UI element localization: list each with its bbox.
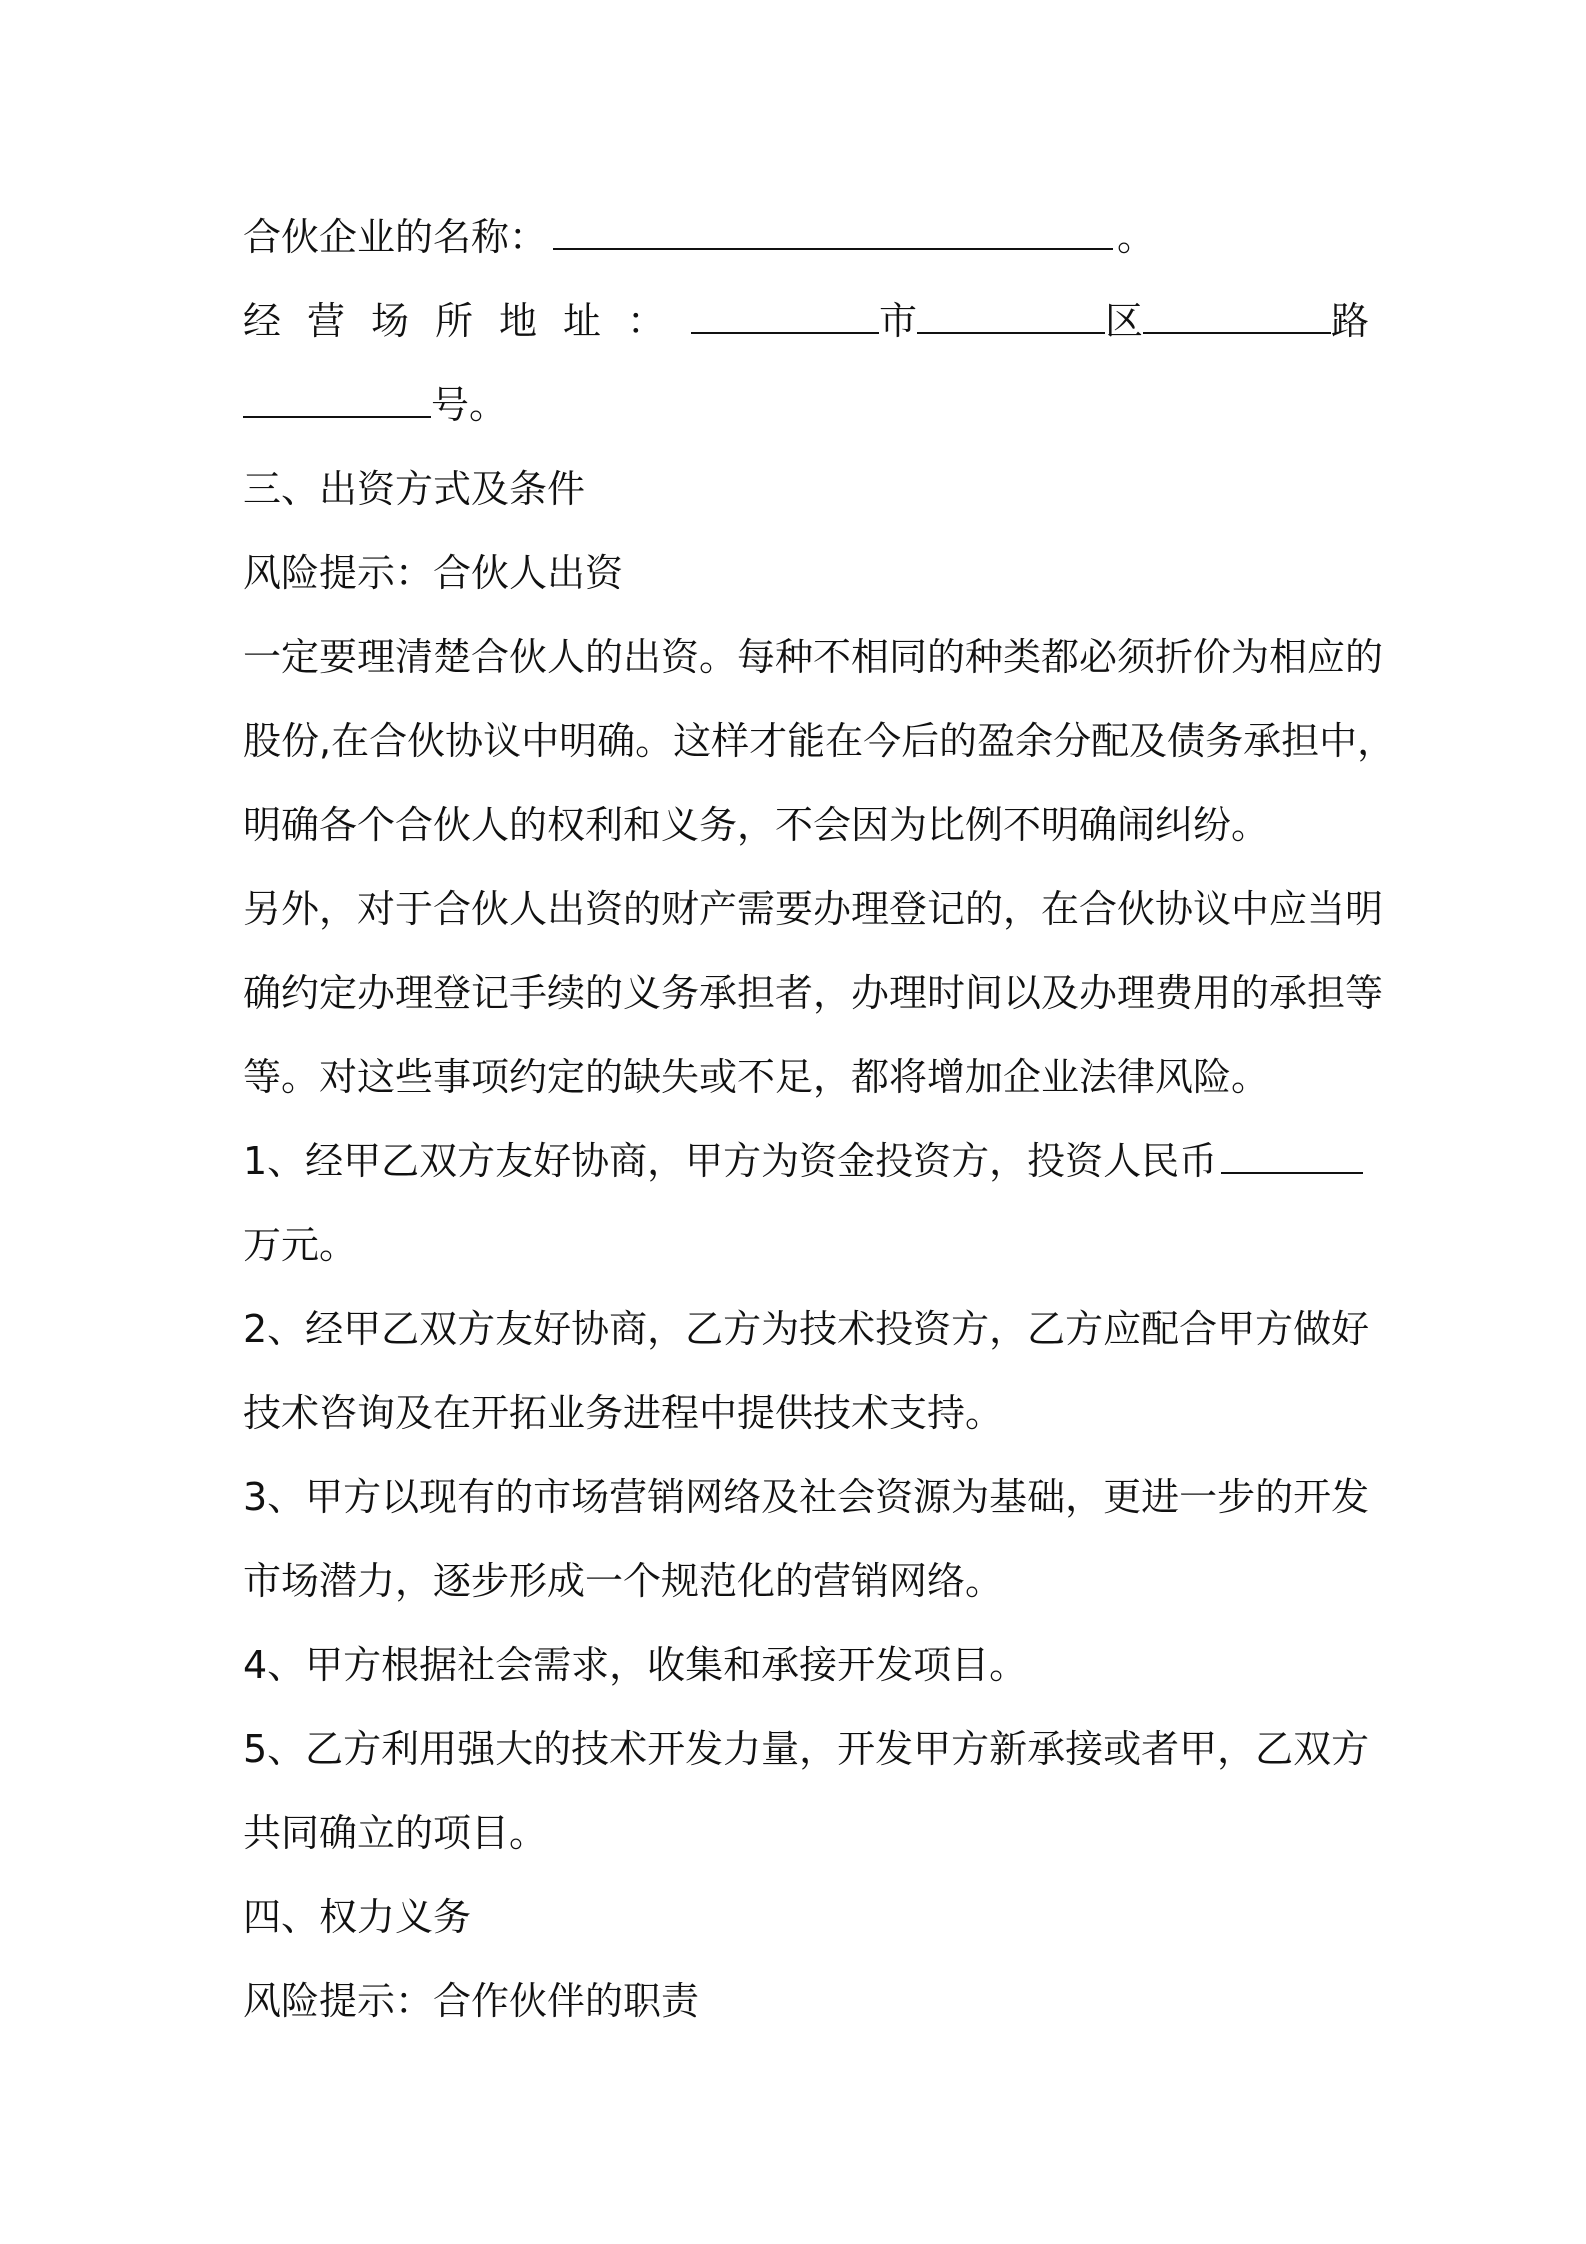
company-name-suffix: 。 xyxy=(1117,215,1156,259)
company-name-label: 合伙企业的名称： xyxy=(243,215,548,259)
item-5-line: 5、乙方利用强大的技术开发力量，开发甲方新承接或者甲，乙双方 xyxy=(243,1727,1370,1771)
paragraph-2-line: 等。对这些事项约定的缺失或不足，都将增加企业法律风险。 xyxy=(243,1055,1270,1099)
item-4-line: 4、甲方根据社会需求，收集和承接开发项目。 xyxy=(243,1643,1028,1687)
address-line xyxy=(243,279,1370,363)
address-city-blank[interactable] xyxy=(691,302,879,334)
item-2-line: 技术咨询及在开拓业务进程中提供技术支持。 xyxy=(243,1391,1004,1435)
paragraph-1-line: 一定要理清楚合伙人的出资。每种不相同的种类都必须折价为相应的 xyxy=(243,635,1384,679)
item-1-unit: 万元。 xyxy=(243,1223,358,1267)
item-5-line: 共同确立的项目。 xyxy=(243,1811,548,1855)
address-district-blank[interactable] xyxy=(917,302,1105,334)
address-district-group xyxy=(917,279,1143,363)
item-2-line: 2、经甲乙双方友好协商，乙方为技术投资方，乙方应配合甲方做好 xyxy=(243,1307,1370,1351)
investment-amount-blank[interactable] xyxy=(1221,1142,1363,1174)
address-label: 经营场所地址： xyxy=(243,299,692,343)
address-road-label: 路 xyxy=(1331,299,1370,343)
section-4-title: 四、权力义务 xyxy=(243,1895,472,1939)
item-3-line: 市场潜力，逐步形成一个规范化的营销网络。 xyxy=(243,1559,1004,1603)
item-1-line xyxy=(243,1119,1353,1203)
company-name-blank[interactable] xyxy=(553,218,1113,250)
risk-tip-contribution: 风险提示：合伙人出资 xyxy=(243,551,624,595)
document-body xyxy=(243,195,1396,2043)
address-number-blank[interactable] xyxy=(243,386,431,418)
paragraph-2-line: 另外，对于合伙人出资的财产需要办理登记的，在合伙协议中应当明 xyxy=(243,887,1384,931)
item-3-line: 3、甲方以现有的市场营销网络及社会资源为基础，更进一步的开发 xyxy=(243,1475,1370,1519)
paragraph-2-line: 确约定办理登记手续的义务承担者，办理时间以及办理费用的承担等 xyxy=(243,971,1384,1015)
paragraph-1-line: 明确各个合伙人的权利和义务，不会因为比例不明确闹纠纷。 xyxy=(243,803,1270,847)
company-name-line xyxy=(243,195,1353,279)
section-3-title: 三、出资方式及条件 xyxy=(243,467,586,511)
address-city-label: 市 xyxy=(879,299,918,343)
address-number-line xyxy=(243,363,1353,447)
address-district-label: 区 xyxy=(1105,299,1144,343)
address-city-group xyxy=(691,279,917,363)
item-1-text: 1、经甲乙双方友好协商，甲方为资金投资方，投资人民币 xyxy=(243,1139,1218,1183)
address-number-label: 号。 xyxy=(431,383,508,427)
address-road-blank[interactable] xyxy=(1143,302,1331,334)
paragraph-1-line: 股份,在合伙协议中明确。这样才能在今后的盈余分配及债务承担中， xyxy=(243,719,1396,763)
risk-tip-partner-duties: 风险提示：合作伙伴的职责 xyxy=(243,1979,700,2023)
address-road-group xyxy=(1143,279,1369,363)
